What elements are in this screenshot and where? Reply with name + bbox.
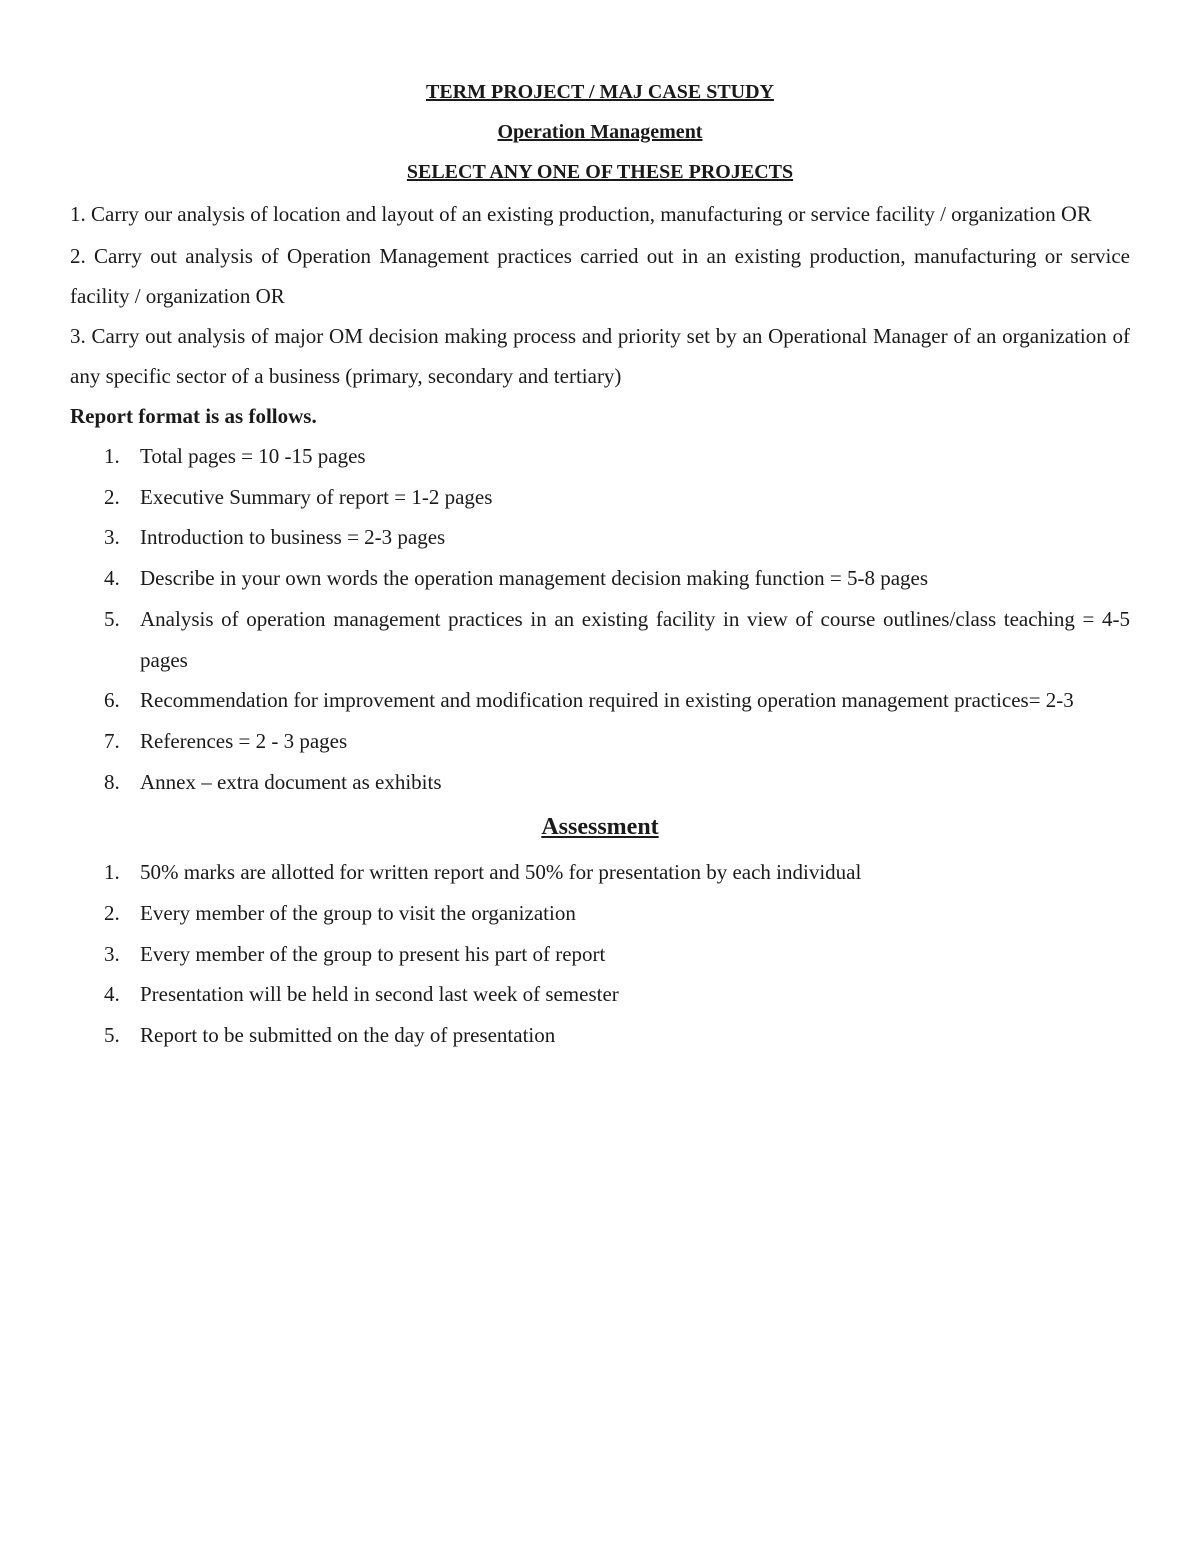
subject-title: Operation Management bbox=[497, 121, 703, 143]
list-item: 4. Describe in your own words the operation management decision making function = 5-8 pages bbox=[104, 566, 929, 591]
document-title: TERM PROJECT / MAJ CASE STUDY bbox=[426, 81, 774, 103]
list-item: 1. 50% marks are allotted for written report and 50% for presentation by each individual bbox=[104, 860, 862, 885]
list-item: 5. Analysis of operation management practices in an existing facility in view of course outlines/class teaching = 4-5 pages bbox=[104, 606, 1130, 672]
list-item: 1. Total pages = 10 -15 pages bbox=[104, 444, 366, 468]
list-item: 5. Report to be submitted on the day of presentation bbox=[104, 1023, 556, 1048]
assessment-heading: Assessment bbox=[541, 814, 659, 841]
list-item: 3. Introduction to business = 2-3 pages bbox=[104, 525, 446, 550]
project-option-1: 1. Carry our analysis of location and layout of an existing production, manufacturing or service facility / organization OR bbox=[70, 201, 1092, 226]
list-item: 2. Every member of the group to visit the organization bbox=[104, 901, 576, 926]
assessment-list bbox=[70, 852, 1130, 1056]
document-page bbox=[70, 72, 1130, 1056]
list-item: 4. Presentation will be held in second last week of semester bbox=[104, 982, 619, 1007]
list-item: 7. References = 2 - 3 pages bbox=[104, 728, 348, 753]
project-option-3: 3. Carry out analysis of major OM decision making process and priority set by an Operational Manager of an organization of any specific sector of a business (primary, secondary and tertiary) bbox=[70, 324, 1130, 388]
project-option-2: 2. Carry out analysis of Operation Management practices carried out in an existing production, manufacturing or service facility / organization OR bbox=[70, 244, 1130, 308]
report-format-list bbox=[70, 436, 1130, 802]
report-format-heading: Report format is as follows. bbox=[70, 404, 317, 428]
instruction-heading: SELECT ANY ONE OF THESE PROJECTS bbox=[406, 161, 794, 183]
list-item: 2. Executive Summary of report = 1-2 pages bbox=[104, 484, 493, 509]
list-item: 6. Recommendation for improvement and modification required in existing operation management practices= 2-3 bbox=[104, 688, 1074, 713]
or-label: OR bbox=[1061, 201, 1092, 226]
list-item: 3. Every member of the group to present his part of report bbox=[104, 941, 606, 966]
list-item: 8. Annex – extra document as exhibits bbox=[104, 769, 442, 794]
